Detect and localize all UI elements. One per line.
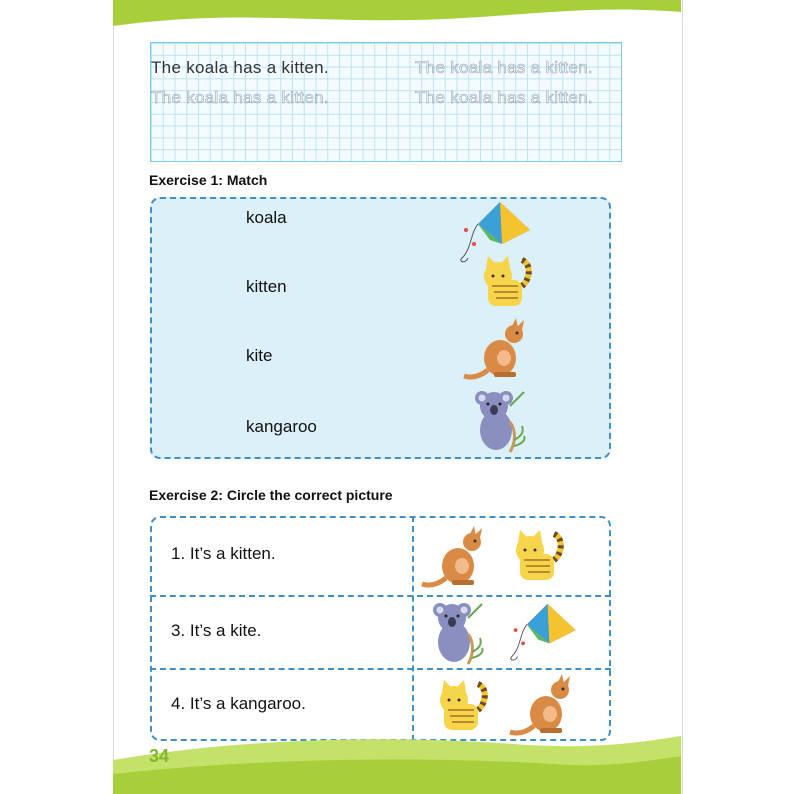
exercise-2-title: Exercise 2: Circle the correct picture — [149, 487, 393, 503]
row-1-sentence: 1. It’s a kitten. — [171, 544, 276, 563]
row-3-sentence: 4. It’s a kangaroo. — [171, 694, 306, 713]
match-word-koala[interactable]: koala — [246, 208, 287, 227]
row-2-sentence: 3. It’s a kite. — [171, 621, 262, 640]
match-box — [150, 197, 611, 459]
match-word-kitten[interactable]: kitten — [246, 277, 287, 296]
top-wave-decoration — [113, 0, 681, 32]
kangaroo-icon[interactable] — [508, 674, 576, 738]
kangaroo-icon[interactable] — [420, 526, 488, 590]
trace-sentence-dotted: The koala has a kitten. — [415, 58, 593, 77]
kangaroo-icon[interactable] — [462, 318, 530, 382]
koala-icon[interactable] — [470, 386, 530, 454]
match-word-kite[interactable]: kite — [246, 346, 273, 365]
table-row-divider — [150, 668, 611, 670]
kite-icon[interactable] — [502, 602, 578, 664]
exercise-1-title: Exercise 1: Match — [149, 172, 268, 188]
trace-sentence-dotted: The koala has a kitten. — [415, 88, 593, 107]
table-column-divider — [412, 516, 414, 741]
cat-icon[interactable] — [510, 524, 566, 584]
cat-icon[interactable] — [478, 250, 534, 310]
table-row-divider — [150, 595, 611, 597]
page-number: 34 — [149, 746, 170, 766]
koala-icon[interactable] — [428, 598, 488, 666]
cat-icon[interactable] — [434, 674, 490, 734]
trace-sentence-dotted: The koala has a kitten. — [151, 88, 329, 107]
match-word-kangaroo[interactable]: kangaroo — [246, 417, 317, 436]
trace-sentence-model: The koala has a kitten. — [151, 58, 329, 77]
bottom-wave-decoration — [113, 730, 681, 794]
